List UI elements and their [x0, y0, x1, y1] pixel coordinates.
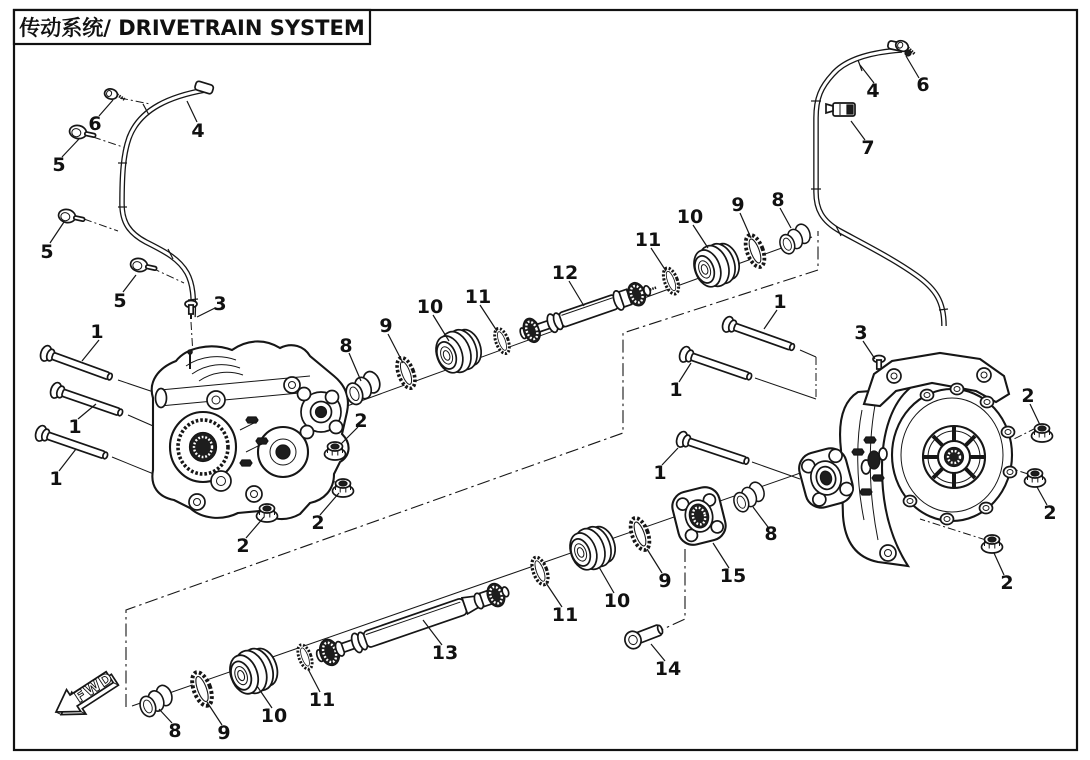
- callout-3: 3: [854, 322, 868, 344]
- spring-washer-icon: [136, 683, 177, 719]
- cv-housing-icon: [430, 324, 486, 379]
- bolt-icon: [678, 345, 754, 385]
- callout-3: 3: [213, 293, 227, 315]
- clamp-ring-icon: [529, 555, 552, 587]
- callout-11: 11: [308, 689, 336, 711]
- bolt-icon: [675, 430, 751, 469]
- fwd-label: FWD: [71, 668, 117, 707]
- callout-7: 7: [861, 137, 875, 159]
- callout-10: 10: [603, 590, 631, 612]
- callout-8: 8: [771, 189, 785, 211]
- callout-10: 10: [416, 296, 444, 318]
- prop-shaft-front: [517, 276, 661, 346]
- flange-nut-icon: [1032, 424, 1053, 442]
- flange-nut-icon: [325, 442, 346, 460]
- hose-connector-icon: [826, 103, 855, 116]
- front-gearbox: [152, 341, 349, 519]
- flange-nut-icon: [333, 479, 354, 497]
- hose-clip-icon: [57, 208, 86, 226]
- callout-8: 8: [168, 720, 182, 742]
- callout-12: 12: [551, 262, 579, 284]
- callout-6: 6: [916, 74, 930, 96]
- callout-2: 2: [236, 535, 250, 557]
- callout-10: 10: [260, 705, 288, 727]
- flange-nut-icon: [982, 535, 1003, 553]
- callout-15: 15: [719, 565, 747, 587]
- callout-11: 11: [464, 286, 492, 308]
- cv-housing-icon: [564, 521, 620, 576]
- callout-1: 1: [669, 379, 683, 401]
- callout-2: 2: [354, 410, 368, 432]
- clamp-ring-icon: [188, 670, 216, 709]
- cv-housing-icon: [224, 642, 283, 699]
- bolt-icon: [721, 315, 797, 355]
- clamp-ring-icon: [393, 355, 418, 390]
- hose-clip-icon: [129, 257, 158, 275]
- callout-2: 2: [1000, 572, 1014, 594]
- callout-1: 1: [49, 468, 63, 490]
- callout-8: 8: [339, 335, 353, 357]
- bolt-icon: [39, 344, 115, 385]
- callout-4: 4: [866, 80, 880, 102]
- spring-washer-icon: [776, 222, 814, 256]
- flange-nut-icon: [257, 504, 278, 522]
- spring-washer-icon: [730, 480, 768, 514]
- callout-9: 9: [658, 570, 672, 592]
- callout-5: 5: [113, 290, 127, 312]
- coupling-bolt: [622, 621, 665, 651]
- callout-2: 2: [1021, 385, 1035, 407]
- flange-nut-icon: [1025, 469, 1046, 487]
- clamp-ring-icon: [627, 516, 653, 553]
- callout-11: 11: [634, 229, 662, 251]
- callout-8: 8: [764, 523, 778, 545]
- callout-1: 1: [653, 462, 667, 484]
- prop-shaft-rear: [313, 578, 513, 669]
- clamp-ring-icon: [742, 233, 768, 270]
- rear-gearbox: [796, 353, 1017, 566]
- callout-5: 5: [52, 154, 66, 176]
- callout-1: 1: [68, 416, 82, 438]
- bolt-icon: [49, 381, 125, 421]
- callout-1: 1: [773, 291, 787, 313]
- breather-hose-front: [57, 81, 214, 319]
- callout-4: 4: [191, 120, 205, 142]
- cv-housing-icon: [688, 238, 744, 293]
- callout-11: 11: [551, 604, 579, 626]
- clamp-ring-icon: [295, 643, 315, 671]
- callout-2: 2: [1043, 502, 1057, 524]
- page-title: 传动系统/ DRIVETRAIN SYSTEM: [19, 16, 365, 40]
- callout-2: 2: [311, 512, 325, 534]
- screw-icon: [103, 87, 126, 102]
- shaft-coupling-flange: [669, 484, 729, 548]
- callout-9: 9: [731, 194, 745, 216]
- fwd-arrow: [49, 665, 122, 727]
- callout-9: 9: [217, 722, 231, 744]
- callout-13: 13: [431, 642, 459, 664]
- callout-1: 1: [90, 321, 104, 343]
- callout-10: 10: [676, 206, 704, 228]
- callout-14: 14: [654, 658, 682, 680]
- callout-9: 9: [379, 315, 393, 337]
- callout-5: 5: [40, 241, 54, 263]
- callout-6: 6: [88, 113, 102, 135]
- clamp-ring-icon: [492, 327, 513, 356]
